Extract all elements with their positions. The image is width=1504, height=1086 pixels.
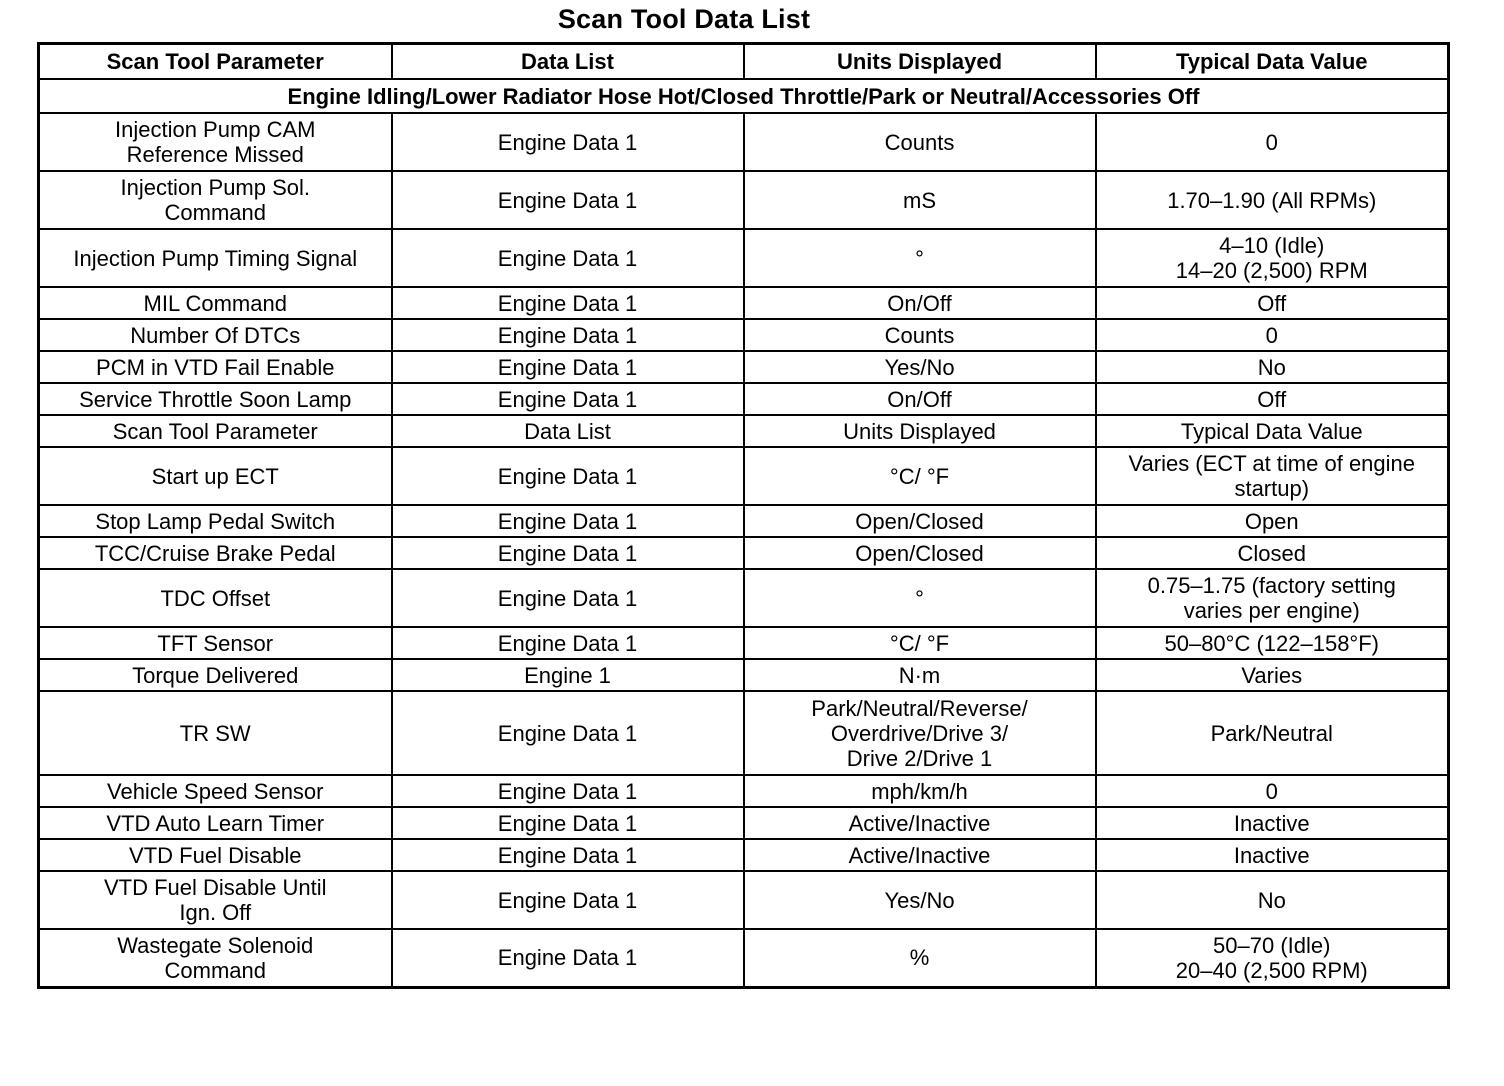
data-list-cell: Data List [392, 415, 744, 447]
units-cell: mph/km/h [744, 775, 1096, 807]
table-row [39, 319, 1449, 351]
parameter-cell: Start up ECT [39, 447, 392, 505]
table-row [39, 929, 1449, 987]
units-cell: Counts [744, 319, 1096, 351]
parameter-cell: Injection Pump Timing Signal [39, 229, 392, 287]
data-list-cell: Engine Data 1 [392, 839, 744, 871]
parameter-cell: VTD Fuel Disable Until Ign. Off [39, 871, 392, 929]
value-cell: 50–80°C (122–158°F) [1096, 627, 1449, 659]
parameter-cell: TFT Sensor [39, 627, 392, 659]
parameter-cell: TR SW [39, 691, 392, 775]
table-row [39, 691, 1449, 775]
data-list-cell: Engine Data 1 [392, 447, 744, 505]
value-cell: 0 [1096, 319, 1449, 351]
parameter-cell: Stop Lamp Pedal Switch [39, 505, 392, 537]
units-cell: °C/ °F [744, 447, 1096, 505]
column-header: Data List [392, 44, 744, 80]
units-cell: Counts [744, 113, 1096, 171]
table-row [39, 627, 1449, 659]
value-cell: Inactive [1096, 807, 1449, 839]
value-cell: Off [1096, 383, 1449, 415]
page-title: Scan Tool Data List [557, 4, 811, 34]
value-cell: No [1096, 351, 1449, 383]
value-cell: 0.75–1.75 (factory setting varies per engine) [1096, 569, 1449, 627]
parameter-cell: Injection Pump Sol. Command [39, 171, 392, 229]
table-row [39, 287, 1449, 319]
data-list-cell: Engine Data 1 [392, 807, 744, 839]
parameter-cell: PCM in VTD Fail Enable [39, 351, 392, 383]
units-cell: On/Off [744, 383, 1096, 415]
data-list-cell: Engine Data 1 [392, 929, 744, 987]
value-cell: 0 [1096, 775, 1449, 807]
data-list-cell: Engine 1 [392, 659, 744, 691]
value-cell: Varies (ECT at time of engine startup) [1096, 447, 1449, 505]
data-list-cell: Engine Data 1 [392, 383, 744, 415]
value-cell: Closed [1096, 537, 1449, 569]
value-cell: 1.70–1.90 (All RPMs) [1096, 171, 1449, 229]
parameter-cell: VTD Auto Learn Timer [39, 807, 392, 839]
data-list-cell: Engine Data 1 [392, 537, 744, 569]
value-cell: 4–10 (Idle) 14–20 (2,500) RPM [1096, 229, 1449, 287]
units-cell: Open/Closed [744, 505, 1096, 537]
value-cell: Typical Data Value [1096, 415, 1449, 447]
table-row [39, 171, 1449, 229]
data-list-cell: Engine Data 1 [392, 505, 744, 537]
scan-tool-data-table [37, 42, 1450, 989]
column-header: Scan Tool Parameter [39, 44, 392, 80]
data-list-cell: Engine Data 1 [392, 627, 744, 659]
units-cell: ° [744, 229, 1096, 287]
units-cell: N·m [744, 659, 1096, 691]
table-row [39, 505, 1449, 537]
parameter-cell: Wastegate Solenoid Command [39, 929, 392, 987]
value-cell: Inactive [1096, 839, 1449, 871]
table-row [39, 569, 1449, 627]
test-condition: Engine Idling/Lower Radiator Hose Hot/Closed Throttle/Park or Neutral/Accessories Off [39, 79, 1449, 113]
value-cell: 50–70 (Idle) 20–40 (2,500 RPM) [1096, 929, 1449, 987]
data-list-cell: Engine Data 1 [392, 229, 744, 287]
units-cell: Active/Inactive [744, 807, 1096, 839]
header-row [39, 44, 1449, 80]
data-list-cell: Engine Data 1 [392, 569, 744, 627]
value-cell: Varies [1096, 659, 1449, 691]
data-list-cell: Engine Data 1 [392, 171, 744, 229]
parameter-cell: TDC Offset [39, 569, 392, 627]
table-row [39, 447, 1449, 505]
data-list-cell: Engine Data 1 [392, 775, 744, 807]
data-list-cell: Engine Data 1 [392, 871, 744, 929]
data-list-cell: Engine Data 1 [392, 287, 744, 319]
units-cell: % [744, 929, 1096, 987]
value-cell: Park/Neutral [1096, 691, 1449, 775]
repeated-header-row [39, 415, 1449, 447]
units-cell: °C/ °F [744, 627, 1096, 659]
parameter-cell: Injection Pump CAM Reference Missed [39, 113, 392, 171]
parameter-cell: Scan Tool Parameter [39, 415, 392, 447]
units-cell: Park/Neutral/Reverse/ Overdrive/Drive 3/ Drive 2/Drive 1 [744, 691, 1096, 775]
table-row [39, 113, 1449, 171]
units-cell: ° [744, 569, 1096, 627]
units-cell: Yes/No [744, 351, 1096, 383]
data-list-cell: Engine Data 1 [392, 319, 744, 351]
parameter-cell: Torque Delivered [39, 659, 392, 691]
data-list-cell: Engine Data 1 [392, 113, 744, 171]
table-row [39, 871, 1449, 929]
value-cell: No [1096, 871, 1449, 929]
parameter-cell: MIL Command [39, 287, 392, 319]
table-row [39, 351, 1449, 383]
table-row [39, 383, 1449, 415]
units-cell: Units Displayed [744, 415, 1096, 447]
parameter-cell: Service Throttle Soon Lamp [39, 383, 392, 415]
parameter-cell: Vehicle Speed Sensor [39, 775, 392, 807]
table-row [39, 839, 1449, 871]
value-cell: 0 [1096, 113, 1449, 171]
table-row [39, 229, 1449, 287]
data-list-cell: Engine Data 1 [392, 691, 744, 775]
value-cell: Open [1096, 505, 1449, 537]
condition-row [39, 79, 1449, 113]
units-cell: Yes/No [744, 871, 1096, 929]
units-cell: Active/Inactive [744, 839, 1096, 871]
table-row [39, 537, 1449, 569]
column-header: Units Displayed [744, 44, 1096, 80]
parameter-cell: Number Of DTCs [39, 319, 392, 351]
table-row [39, 659, 1449, 691]
units-cell: Open/Closed [744, 537, 1096, 569]
parameter-cell: VTD Fuel Disable [39, 839, 392, 871]
data-list-cell: Engine Data 1 [392, 351, 744, 383]
units-cell: On/Off [744, 287, 1096, 319]
parameter-cell: TCC/Cruise Brake Pedal [39, 537, 392, 569]
table-row [39, 807, 1449, 839]
units-cell: mS [744, 171, 1096, 229]
column-header: Typical Data Value [1096, 44, 1449, 80]
table-row [39, 775, 1449, 807]
value-cell: Off [1096, 287, 1449, 319]
